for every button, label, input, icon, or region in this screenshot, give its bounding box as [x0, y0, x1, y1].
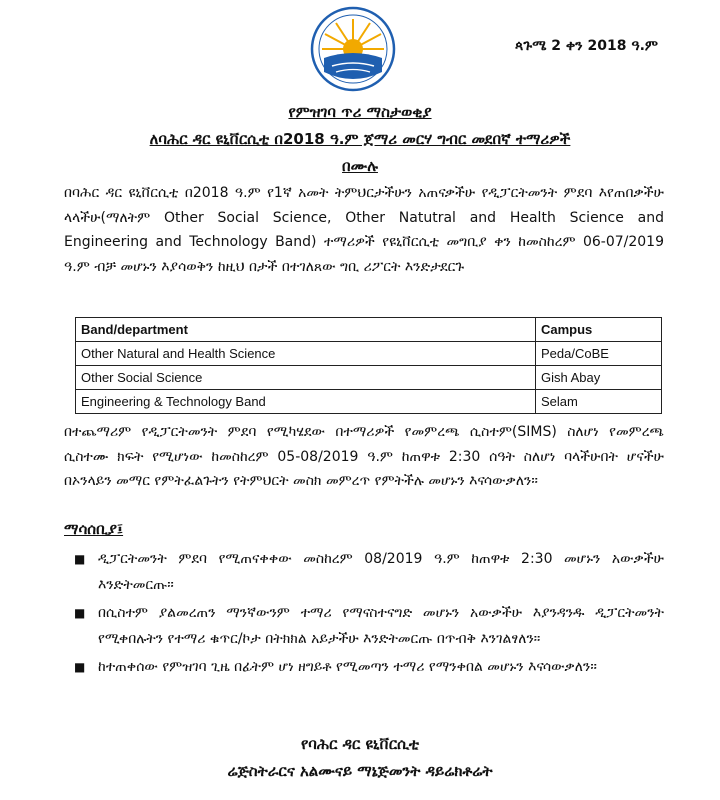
footer-university: የባሕር ዳር ዩኒቨርሲቲ: [300, 735, 420, 753]
bullet-icon: ■: [74, 660, 86, 674]
document-date: ጳጉሜ 2 ቀን 2018 ዓ.ም: [514, 38, 658, 54]
bullet-icon: ■: [74, 552, 86, 566]
sims-paragraph: በተጨማሪም የዲፓርትመንት ምደባ የሚካሄደው በተማሪዎች የመምረጫ ሲስተም(SIMS) ስለሆነ የመምረጫ ሲስተሙ ክፍት የሚሆነው ከመስከረም 05-08/2019 ዓ.ም ከጠዋቱ 2:30 ሰዓት ስለሆነ ባላችሁበት ሆናችሁ በኦንላይን መማር የምትፈልጉትን የትምህርት መስክ መምረጥ የምትችሉ መሆኑን እናሳውቃለን።: [64, 424, 664, 489]
band-cell: Engineering & Technology Band: [76, 390, 536, 414]
note-text: በሲስተም ያልመረጠን ማንኛውንም ተማሪ የማናስተናግድ መሆኑን አውቃችሁ እያንዳንዱ ዲፓርትመንት የሚቀበሉትን የተማሪ ቁጥር/ኮታ በትክክል አይታችሁ እንድትመርጡ በጥብቅ እንገልፃለን።: [98, 605, 664, 647]
table-row: [76, 366, 662, 390]
note-text: ዲፓርትመንት ምደባ የሚጠናቀቀው መስከረም 08/2019 ዓ.ም ከጠዋቱ 2:30 መሆኑን አውቃችሁ እንድትመርጡ።: [98, 551, 664, 593]
announcement-subtitle-2: በሙሉ: [342, 157, 378, 175]
notes-list: [64, 546, 664, 682]
campus-cell: Gish Abay: [536, 366, 662, 390]
bullet-icon: ■: [74, 606, 86, 620]
announcement-subtitle: ለባሕር ዳር ዩኒቨርሲቲ በ2018 ዓ.ም ጀማሪ መርሃ ግብር መደበኛ ተማሪዎች: [149, 130, 571, 148]
band-cell: Other Social Science: [76, 366, 536, 390]
table-row: [76, 342, 662, 366]
note-text: ከተጠቀሰው የምዝገባ ጊዜ በፊትም ሆነ ዘግይቶ የሚመጣን ተማሪ የማንቀበል መሆኑን እናሳውቃለን።: [98, 659, 597, 675]
university-logo: [310, 6, 396, 92]
intro-paragraph: በባሕር ዳር ዩኒቨርሲቲ በ2018 ዓ.ም የ1ኛ አመት ትምህርታችሁን አጠናቃችሁ የዲፓርትመንት ምደባ እየጠበቃችሁ ላላችሁ(ማለትም Other Social Science, Other Natutral and Health Science and Engineering and Technology Band) ተማሪዎች የዩኒቨርሲቲ መግቢያ ቀን ከመስከረም 06-07/2019 ዓ.ም ብቻ መሆኑን እያሳወቅን ከዚህ በታች በተገለጸው ግቢ ሪፖርት እንድታደርጉ: [64, 185, 664, 275]
notes-heading: ማሳሰቢያ፤: [64, 520, 124, 538]
table-header-row: [76, 318, 662, 342]
campus-cell: Peda/CoBE: [536, 342, 662, 366]
table-row: [76, 390, 662, 414]
list-item: [64, 600, 664, 652]
list-item: [64, 546, 664, 598]
campus-table: [75, 317, 662, 414]
announcement-title: የምዝገባ ጥሪ ማስታወቂያ: [288, 103, 432, 121]
header-band: Band/department: [76, 318, 536, 342]
campus-cell: Selam: [536, 390, 662, 414]
band-cell: Other Natural and Health Science: [76, 342, 536, 366]
list-item: [64, 654, 664, 680]
header-campus: Campus: [536, 318, 662, 342]
footer-directorate: ሬጅስትራርና አልሙናይ ማኔጅመንት ዳይሬክቶሬት: [227, 762, 493, 780]
